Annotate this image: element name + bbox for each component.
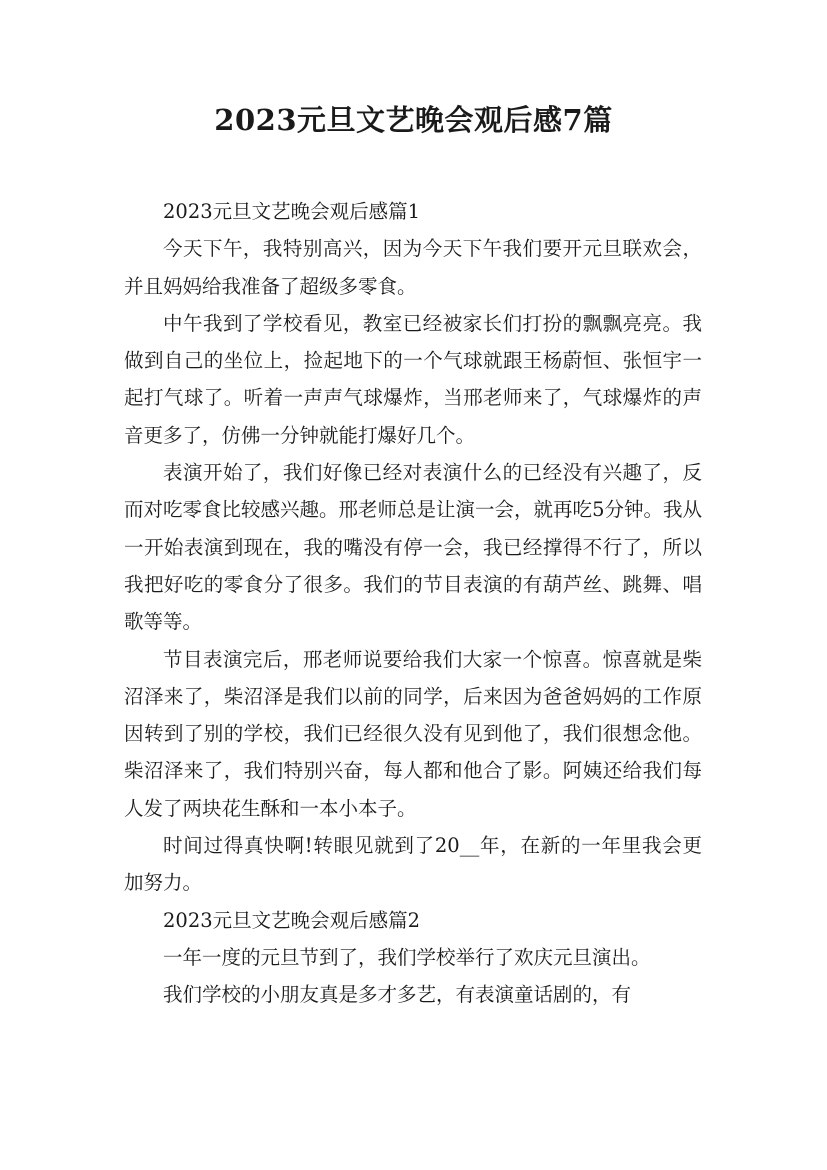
paragraph: 节目表演完后，邢老师说要给我们大家一个惊喜。惊喜就是柴沼泽来了，柴沼泽是我们以前的同学，后来因为爸爸妈妈的工作原因转到了别的学校，我们已经很久没有见到他了，我们很想念他。柴沼泽来了，我们特别兴奋，每人都和他合了影。阿姨还给我们每人发了两块花生酥和一本小本子。 xyxy=(124,647,702,820)
paragraph: 时间过得真快啊!转眼见就到了20__年，在新的一年里我会更加努力。 xyxy=(124,834,702,895)
section-heading: 2023元旦文艺晚会观后感篇2 xyxy=(163,908,421,932)
document-body xyxy=(124,193,702,1014)
paragraph: 表演开始了，我们好像已经对表演什么的已经没有兴趣了，反而对吃零食比较感兴趣。邢老师总是让演一会，就再吃5分钟。我从一开始表演到现在，我的嘴没有停一会，我已经撑得不行了，所以我把好吃的零食分了很多。我们的节目表演的有葫芦丝、跳舞、唱歌等等。 xyxy=(124,461,702,634)
document-title: 2023元旦文艺晚会观后感7篇 xyxy=(214,103,613,137)
section-heading: 2023元旦文艺晚会观后感篇1 xyxy=(163,200,421,223)
paragraph: 中午我到了学校看见，教室已经被家长们打扮的飘飘亮亮。我做到自己的坐位上，捡起地下的一个气球就跟王杨蔚恒、张恒宇一起打气球了。听着一声声气球爆炸，当邢老师来了，气球爆炸的声音更多了，仿佛一分钟就能打爆好几个。 xyxy=(124,311,702,447)
paragraph: 我们学校的小朋友真是多才多艺，有表演童话剧的，有 xyxy=(163,983,632,1007)
paragraph: 今天下午，我特别高兴，因为今天下午我们要开元旦联欢会，并且妈妈给我准备了超级多零食。 xyxy=(124,237,702,298)
paragraph: 一年一度的元旦节到了，我们学校举行了欢庆元旦演出。 xyxy=(163,945,651,969)
